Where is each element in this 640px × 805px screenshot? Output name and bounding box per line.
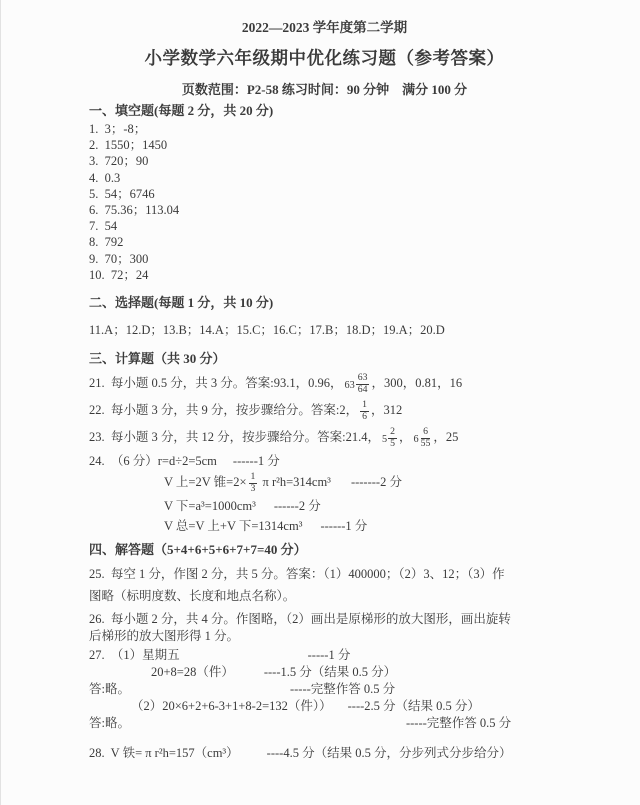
text-run: V 下=a³=1000cm³ (164, 498, 256, 513)
fraction (414, 427, 432, 449)
answer-item-3 (89, 153, 560, 169)
fraction (382, 427, 397, 449)
text-run: 图略（标明度数、长度和地点名称）。 (89, 588, 296, 603)
text-run: 三、计算题（共 30 分） (89, 351, 226, 367)
text-run: ，300，0.81，16 (371, 376, 463, 391)
answer-25-line-1 (89, 566, 560, 583)
answer-item-10 (89, 267, 560, 283)
text-run: ------1 分 (232, 454, 280, 469)
text-run: 20+8=28（件） (151, 664, 234, 679)
text-run: ----4.5 分（结果 0.5 分，分步列式分步给分） (266, 745, 512, 760)
fraction-numerator: 1 (362, 399, 367, 411)
fraction-numerator: 1 (250, 471, 256, 483)
answer-item-7 (89, 218, 560, 234)
spacer (331, 485, 351, 486)
fraction (360, 400, 369, 422)
answer-item-9 (89, 251, 560, 267)
answer-27-calc-1 (89, 664, 560, 681)
text-run: 小学数学六年级期中优化练习题（参考答案） (144, 48, 505, 68)
answer-25-line-2 (89, 588, 560, 605)
spacer (256, 509, 274, 510)
text-run: 28. V 铁= π r²h=157（cm³） (89, 745, 239, 760)
section-4-header (89, 541, 560, 558)
fraction-numerator: 2 (390, 425, 395, 437)
text-run: π r²h=314cm³ (259, 475, 331, 490)
text-run: V 总=V 上+V 下=1314cm³ (164, 518, 303, 533)
text-run: 二、选择题(每题 1 分，共 10 分) (89, 295, 274, 311)
section-1-header (89, 102, 560, 119)
spacer (217, 464, 233, 465)
text-run: 26. 每小题 2 分，共 4 分。作图略，（2）画出是原梯形的放大图形，画出旋转 (89, 611, 511, 626)
text-run: 答:略。 (89, 715, 130, 730)
text-run: 1. 3；-8； (89, 122, 147, 136)
text-run: V 上=2V 锥=2× (164, 475, 247, 490)
section-2-header (89, 294, 560, 311)
answer-28 (89, 745, 560, 762)
spacer (130, 692, 290, 693)
answer-item-6 (89, 202, 560, 218)
text-run: 2. 1550；1450 (89, 138, 168, 153)
text-run: ，25 (433, 430, 459, 444)
text-run: 2022—2023 学年度第二学期 (241, 20, 408, 35)
answer-26-line-1 (89, 611, 560, 628)
text-run: 27. （1）星期五 (89, 647, 180, 662)
answer-24-step-3 (89, 498, 560, 515)
answer-24-step-2 (89, 472, 560, 494)
spacer (239, 756, 267, 757)
text-run: -----完整作答 0.5 分 (405, 715, 512, 730)
text-run: 四、解答题（5+4+6+5+6+7+7=40 分） (89, 541, 307, 557)
choice-answers (89, 322, 560, 339)
text-run: 21. 每小题 0.5 分，共 3 分。答案:93.1，0.96， (89, 376, 343, 391)
answer-item-5 (89, 186, 560, 202)
spacer (332, 709, 348, 710)
page-title (89, 45, 560, 71)
text-run: 9. 70；300 (89, 251, 149, 266)
spacer (180, 658, 308, 659)
fraction-denominator: 5 (390, 437, 395, 449)
answer-item-4 (89, 170, 560, 186)
answer-27-reply-1 (89, 681, 560, 698)
text-run: 11.A；12.D；13.B；14.A；15.C；16.C；17.B；18.D；19.A；20.D (89, 323, 445, 338)
text-run: ，312 (370, 403, 403, 418)
spacer (234, 675, 264, 676)
answer-item-8 (89, 234, 560, 250)
fraction-numerator: 63 (357, 372, 368, 384)
text-run: 8. 792 (89, 235, 124, 250)
document-body (89, 18, 560, 762)
text-run: -----1 分 (307, 647, 351, 662)
text-run: ----1.5 分（结果 0.5 分） (263, 664, 397, 679)
exam-meta (89, 81, 560, 98)
fraction-whole: 5 (381, 434, 388, 446)
section-3-header (89, 350, 560, 367)
text-run: 页数范围：P2-58 练习时间：90 分钟 满分 100 分 (181, 82, 468, 97)
fraction (344, 373, 369, 395)
text-run: -------2 分 (350, 475, 402, 490)
answer-24-step-1 (89, 453, 560, 470)
text-run: ----2.5 分（结果 0.5 分） (347, 698, 480, 713)
text-run: 6. 75.36；113.04 (89, 203, 180, 218)
fraction-denominator: 6 (362, 411, 367, 423)
fraction-whole: 6 (413, 434, 419, 446)
answer-24-step-4 (89, 518, 560, 535)
text-run: 10. 72；24 (89, 267, 149, 282)
fraction-whole: 63 (344, 380, 355, 392)
fraction (249, 472, 258, 494)
text-run: ------2 分 (273, 498, 321, 513)
text-run: 答:略。 (89, 681, 130, 696)
text-run: 25. 每空 1 分，作图 2 分，共 5 分。答案：（1）400000；（2）3、12；（3）作 (89, 566, 505, 581)
text-run: 一、填空题(每题 2 分，共 20 分) (89, 103, 274, 118)
text-run: ------1 分 (320, 518, 368, 533)
spacer (130, 726, 406, 727)
answer-27-part-2 (89, 698, 560, 715)
text-run: -----完整作答 0.5 分 (289, 681, 396, 696)
spacer (302, 529, 320, 530)
answer-item-2 (89, 137, 560, 153)
fraction-denominator: 55 (420, 437, 431, 449)
text-run: 3. 720；90 (89, 154, 149, 169)
answer-21 (89, 373, 560, 395)
text-run: （2）20×6+2+6-3+1+8-2=132（件）） (131, 698, 332, 713)
text-run: 22. 每小题 3 分，共 9 分，按步骤给分。答案:2， (89, 403, 359, 418)
text-run: 4. 0.3 (89, 170, 121, 185)
text-run: ， (398, 430, 412, 444)
text-run: 后梯形的放大图形得 1 分。 (89, 628, 240, 643)
fraction-denominator: 3 (250, 483, 256, 495)
answer-item-1 (89, 121, 560, 137)
text-run: 7. 54 (89, 219, 118, 234)
text-run: 23. 每小题 3 分，共 12 分，按步骤给分。答案:21.4， (89, 430, 380, 444)
school-year-line (89, 18, 560, 37)
text-run: 24. （6 分）r=d÷2=5cm (89, 454, 217, 469)
answer-22 (89, 400, 560, 422)
fraction-numerator: 6 (423, 425, 428, 437)
answer-26-line-2 (89, 628, 560, 645)
answer-27-part-1 (89, 647, 560, 664)
answer-23 (89, 427, 560, 449)
text-run: 5. 54；6746 (89, 186, 155, 201)
answer-27-reply-2 (89, 715, 560, 732)
fraction-denominator: 64 (357, 383, 368, 395)
